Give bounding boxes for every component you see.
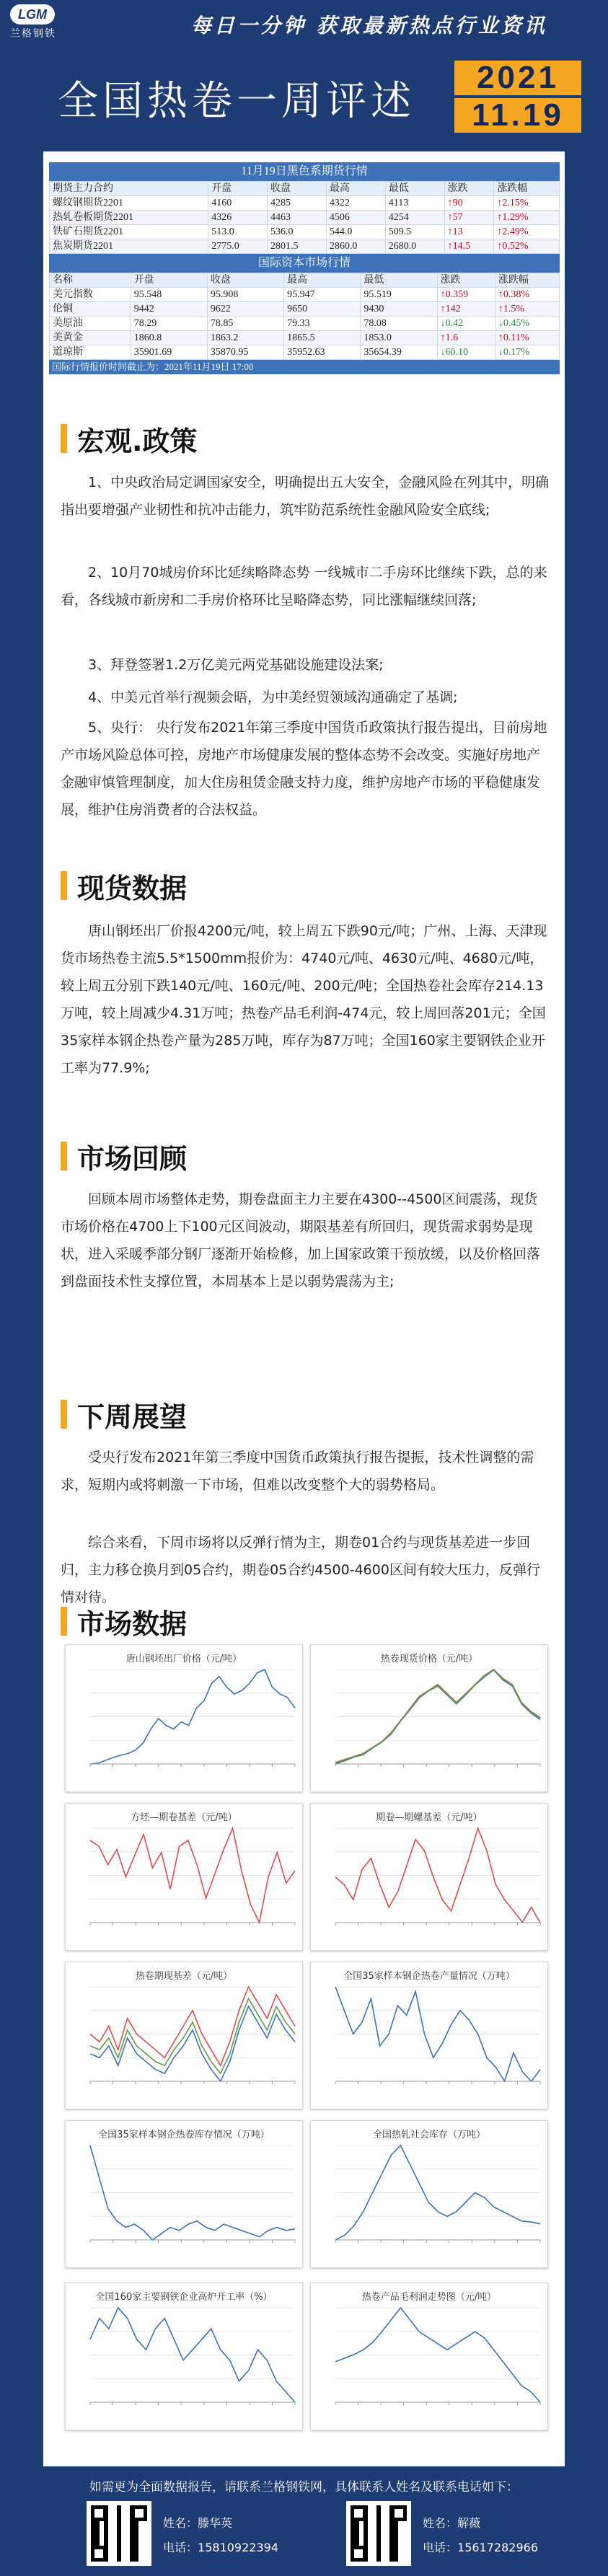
contact-name: 姓名：滕华英 (163, 2516, 233, 2530)
table-cell: 1860.8 (131, 331, 207, 345)
chart-title: 方坯—期卷基差（元/吨） (131, 1812, 237, 1823)
section-title-outlook (61, 1398, 187, 1431)
futures-table-title: 11月19日黑色系期货行情 (49, 162, 560, 181)
chart-card (310, 1962, 548, 2109)
chart-svg (311, 1645, 549, 1793)
table-row (50, 211, 560, 225)
table-cell: 78.29 (131, 317, 207, 331)
table-cell: ↑1.6 (437, 331, 495, 345)
section-bar (61, 871, 67, 900)
capital-table-title: 国际资本市场行情 (49, 254, 560, 273)
section-heading: 现货数据 (77, 872, 188, 904)
table-cell: 4285 (268, 196, 327, 211)
table-cell: 509.5 (385, 225, 444, 239)
table-cell: 焦炭期货2201 (50, 239, 208, 254)
table-header-cell: 最低 (361, 273, 437, 288)
table-cell: 9430 (361, 302, 437, 317)
table-cell: ↑2.15% (494, 196, 560, 211)
table-cell: 78.08 (361, 317, 437, 331)
table-cell: ↓0.17% (495, 345, 559, 360)
table-cell: 78.85 (207, 317, 283, 331)
chart-card (65, 2120, 303, 2268)
table-cell: 95.548 (131, 288, 207, 302)
table-cell: ↑0.11% (495, 331, 559, 345)
brand-logo (10, 4, 75, 39)
table-cell: 4322 (326, 196, 385, 211)
table-cell: 4326 (208, 211, 268, 225)
hero (0, 43, 608, 151)
section-bar (61, 1607, 67, 1636)
table-header-cell: 名称 (50, 273, 131, 288)
chart-svg (311, 1804, 549, 1951)
chart-title: 热卷现货价格（元/吨） (380, 1654, 478, 1664)
macro-para-4: 4、中美元首举行视频会晤，为中美经贸领域沟通确定了基调; (88, 689, 458, 705)
table-cell: ↑0.359 (437, 288, 495, 302)
chart-svg (66, 2283, 304, 2431)
chart-svg (66, 2121, 304, 2269)
contact-card-2 (346, 2501, 608, 2566)
table-cell: 4160 (208, 196, 268, 211)
chart-svg (66, 1962, 304, 2110)
section-title-spot (61, 869, 187, 902)
table-header-cell: 开盘 (208, 182, 268, 196)
table-cell: 2680.0 (385, 239, 444, 254)
table-cell: ↑13 (444, 225, 494, 239)
section-title-market (61, 1605, 187, 1638)
table-cell: ↓60.10 (437, 345, 495, 360)
macro-para-5: 5、央行： 央行发布2021年第三季度中国货币政策执行报告提出，目前房地产市场风险总体可控，房地产市场健康发展的整体态势不会改变。实施好房地产金融审慎管理制度，加大住房租赁金融支持力度，维护房地产市场的平稳健康发展，维护住房消费者的合法权益。 (61, 720, 547, 818)
table-cell: ↑1.5% (495, 302, 559, 317)
table-cell: 铁矿石期货2201 (50, 225, 208, 239)
table-row (50, 302, 560, 317)
table-cell: 4506 (326, 211, 385, 225)
review-para-1: 回顾本周市场整体走势，期卷盘面主力主要在4300--4500区间震荡，现货市场价格在4700上下100元区间波动，期限基差有所回归，现货需求弱势是现状，进入采暖季部分钢厂逐渐开始检修，加上国家政策干预放缓，以及价格回落到盘面技术性支撑位置，本周基本上是以弱势震荡为主; (61, 1191, 541, 1289)
top-banner (0, 0, 608, 43)
table-cell: 95.908 (207, 288, 283, 302)
date-day: 11.19 (454, 98, 581, 133)
chart-title: 全国35家样本钢企热卷库存情况（万吨） (98, 2130, 270, 2140)
section-title-review (61, 1139, 187, 1173)
table-cell: 95.519 (361, 288, 437, 302)
table-header-row (50, 182, 560, 196)
chart-card (310, 2120, 548, 2268)
qr-code-icon (346, 2501, 411, 2566)
series-line (90, 2006, 295, 2081)
section-heading: 下周展望 (77, 1401, 188, 1433)
chart-svg (311, 2121, 549, 2269)
section-bar (61, 424, 67, 453)
chart-card (310, 1803, 548, 1951)
table-row (50, 239, 560, 254)
table-header-cell: 涨跌 (437, 273, 495, 288)
quote-tables (49, 162, 560, 374)
capital-table (49, 273, 560, 360)
table-cell: 95.947 (284, 288, 361, 302)
chart-title: 热卷产品毛利润走势图（元/吨） (361, 2292, 497, 2303)
chart-title: 期卷—期螺基差（元/吨） (376, 1812, 483, 1823)
table-row (50, 331, 560, 345)
table-cell: 513.0 (208, 225, 268, 239)
table-row (50, 345, 560, 360)
macro-para-1: 1、中央政治局定调国家安全，明确提出五大安全，金融风险在列其中，明确指出要增强产业韧性和抗冲击能力，筑牢防范系统性金融风险安全底线; (61, 475, 550, 518)
table-cell: 2860.0 (326, 239, 385, 254)
section-heading: 宏观.政策 (77, 425, 198, 457)
table-cell: 伦铜 (50, 302, 131, 317)
section-heading: 市场数据 (77, 1607, 188, 1640)
outlook-para-2: 综合来看，下周市场将以反弹行情为主，期卷01合约与现货基差进一步回归，主力移仓换月到05合约，期卷05合约4500-4600区间有较大压力，反弹行情对待。 (61, 1535, 540, 1605)
table-cell: ↑2.49% (494, 225, 560, 239)
section-bar (61, 1142, 67, 1170)
chart-card (65, 1962, 303, 2109)
table-header-cell: 期货主力合约 (50, 182, 208, 196)
quote-footnote: 国际行情报价时间截止为：2021年11月19日 17:00 (49, 360, 560, 374)
futures-table (49, 181, 560, 254)
date-year: 2021 (454, 61, 581, 95)
table-cell: ↑0.38% (495, 288, 559, 302)
table-header-cell: 收盘 (207, 273, 283, 288)
macro-para-3: 3、拜登签署1.2万亿美元两党基础设施建设法案; (88, 657, 384, 673)
table-cell: 9622 (207, 302, 283, 317)
table-cell: 1853.0 (361, 331, 437, 345)
table-header-cell: 最高 (326, 182, 385, 196)
table-cell: ↓0.45% (495, 317, 559, 331)
table-cell: 螺纹钢期货2201 (50, 196, 208, 211)
table-cell: 544.0 (326, 225, 385, 239)
table-cell: 1863.2 (207, 331, 283, 345)
chart-card (65, 1644, 303, 1792)
chart-svg (66, 1645, 304, 1793)
table-cell: ↑1.29% (494, 211, 560, 225)
logo-badge: LGM (10, 4, 55, 25)
table-cell: 1865.5 (284, 331, 361, 345)
chart-svg (311, 2283, 549, 2431)
table-cell: 9442 (131, 302, 207, 317)
table-cell: 2801.5 (268, 239, 327, 254)
table-row (50, 196, 560, 211)
outlook-para-1: 受央行发布2021年第三季度中国货币政策执行报告提振，技术性调整的需求，短期内或将刺激一下市场，但难以改变整个大的弱势格局。 (61, 1450, 534, 1493)
table-header-cell: 最高 (284, 273, 361, 288)
table-row (50, 225, 560, 239)
table-cell: 536.0 (268, 225, 327, 239)
contact-card-1 (87, 2501, 368, 2566)
section-bar (61, 1400, 67, 1429)
table-header-cell: 开盘 (131, 273, 207, 288)
table-row (50, 317, 560, 331)
table-header-cell: 收盘 (268, 182, 327, 196)
chart-card (65, 1803, 303, 1951)
table-cell: ↓0.42 (437, 317, 495, 331)
table-header-row (50, 273, 560, 288)
chart-svg (311, 1962, 549, 2110)
table-cell: 美黄金 (50, 331, 131, 345)
table-header-cell: 涨跌幅 (495, 273, 559, 288)
table-cell: 35654.39 (361, 345, 437, 360)
section-heading: 市场回顾 (77, 1142, 188, 1175)
table-cell: ↑142 (437, 302, 495, 317)
brand-name: 兰格钢铁 (10, 28, 56, 40)
table-cell: 4113 (385, 196, 444, 211)
chart-title: 热卷期现基差（元/吨） (135, 1971, 233, 1982)
chart-card (310, 1644, 548, 1792)
spot-para-1: 唐山钢坯出厂价报4200元/吨，较上周五下跌90元/吨；广州、上海、天津现货市场热卷主流5.5*1500mm报价为：4740元/吨、4630元/吨、4680元/吨，较上周五分别下跌140元/吨、160元/吨、200元/吨；全国热卷社会库存214.13万吨，较上周减少4.31万吨；热卷产品毛利润-474元，较上周回落201元；全国35家样本钢企热卷产量为285万吨，库存为87万吨；全国160家主要钢铁企业开工率为77.9%; (61, 923, 547, 1076)
table-header-cell: 涨跌幅 (494, 182, 560, 196)
macro-para-2: 2、10月70城房价环比延续略降态势 一线城市二手房环比继续下跌，总的来看，各线城市新房和二手房价格环比呈略降态势，同比涨幅继续回落; (61, 565, 547, 608)
table-cell: 79.33 (284, 317, 361, 331)
chart-title: 全国160家主要钢铁企业高炉开工率（%） (95, 2292, 273, 2303)
section-title-macro (61, 422, 197, 455)
table-cell: 热轧卷板期货2201 (50, 211, 208, 225)
table-cell: 2775.0 (208, 239, 268, 254)
chart-title: 全国35家样本钢企热卷产量情况（万吨） (343, 1971, 515, 1982)
table-cell: 35901.69 (131, 345, 207, 360)
table-cell: 美元指数 (50, 288, 131, 302)
chart-title: 唐山钢坯出厂价格（元/吨） (125, 1654, 242, 1664)
chart-title: 全国热轧社会库存（万吨） (372, 2130, 485, 2140)
contact-name: 姓名：解薇 (423, 2516, 481, 2530)
qr-code-icon (87, 2501, 151, 2566)
date-badge (454, 61, 581, 133)
table-header-cell: 涨跌 (444, 182, 494, 196)
table-cell: 道琼斯 (50, 345, 131, 360)
table-cell: ↑57 (444, 211, 494, 225)
footer (0, 2466, 608, 2576)
table-cell: 4254 (385, 211, 444, 225)
chart-svg (66, 1804, 304, 1951)
page-title: 全国热卷一周评述 (58, 78, 415, 125)
chart-card (310, 2282, 548, 2430)
table-cell: 9650 (284, 302, 361, 317)
table-cell: 美原油 (50, 317, 131, 331)
table-cell: ↑90 (444, 196, 494, 211)
table-cell: ↑14.5 (444, 239, 494, 254)
table-cell: 35870.95 (207, 345, 283, 360)
table-cell: 4463 (268, 211, 327, 225)
chart-card (65, 2282, 303, 2430)
contact-phone: 电话：15617282966 (423, 2541, 538, 2554)
table-cell: ↑0.52% (494, 239, 560, 254)
table-row (50, 288, 560, 302)
slogan: 每日一分钟 获取最新热点行业资讯 (191, 14, 547, 38)
footer-note: 如需更为全面数据报告，请联系兰格钢铁网，具体联系人姓名及联系电话如下： (89, 2480, 519, 2495)
table-header-cell: 最低 (385, 182, 444, 196)
table-cell: 35952.63 (284, 345, 361, 360)
contact-phone: 电话：15810922394 (163, 2541, 278, 2554)
